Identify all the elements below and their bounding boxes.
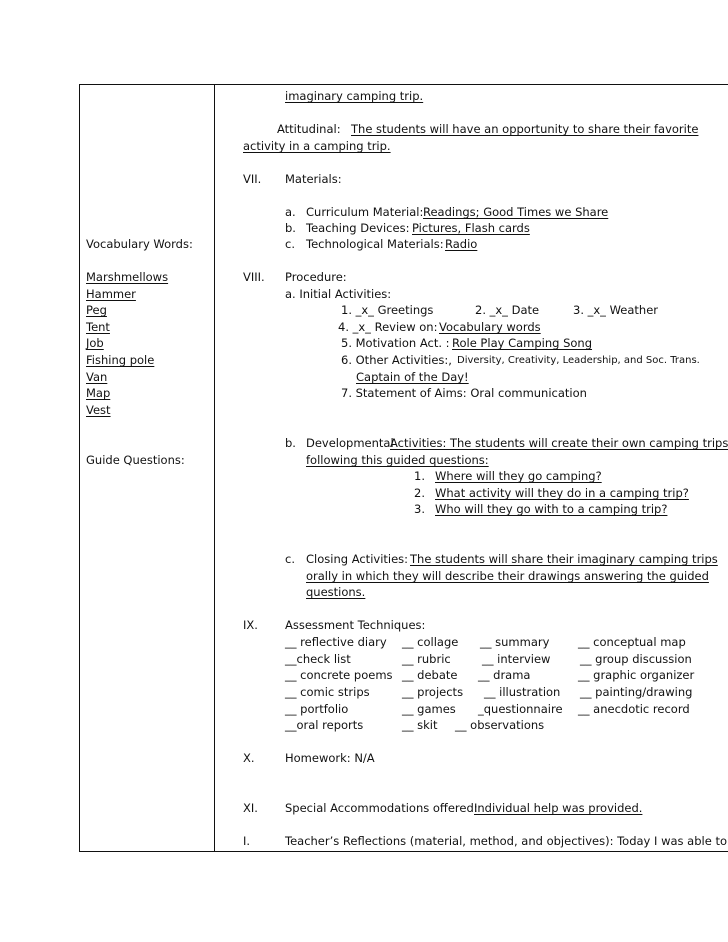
assessment-option: __ comic strips — [285, 685, 370, 699]
procedure-value: Activities: The students will create their own camping trips — [390, 436, 728, 450]
attitudinal-text: The students will have an opportunity to share their favorite — [351, 122, 699, 136]
list-letter: c. — [285, 552, 295, 566]
procedure-label: Closing Activities: — [306, 552, 409, 566]
assessment-option: __ group discussion — [580, 652, 692, 666]
procedure-item: 4. _x_ Review on: — [338, 320, 438, 334]
lesson-plan-table — [79, 84, 728, 852]
list-letter: c. — [285, 237, 295, 251]
vocab-word: Tent — [86, 320, 110, 334]
procedure-value: questions. — [306, 585, 366, 599]
procedure-value: The students will share their imaginary camping trips — [410, 552, 718, 566]
material-value: Radio — [445, 237, 478, 251]
guide-question: Who will they go with to a camping trip? — [435, 502, 668, 516]
column-divider — [214, 84, 215, 852]
procedure-item: 5. Motivation Act. : — [341, 336, 450, 350]
assessment-option: __ debate — [402, 668, 458, 682]
material-value: Readings; Good Times we Share — [423, 205, 609, 219]
attitudinal-label: Attitudinal: — [277, 122, 341, 136]
assessment-option: __ concrete poems — [285, 668, 393, 682]
assessment-option: __ portfolio — [285, 702, 349, 716]
vocab-word: Vest — [86, 403, 111, 417]
vocab-word: Fishing pole — [86, 353, 155, 367]
assessment-option: __ conceptual map — [578, 635, 686, 649]
reflections-text: Teacher’s Reflections (material, method, and objectives): Today I was able to — [285, 834, 727, 848]
assessment-option: _questionnaire — [478, 702, 563, 716]
top-line: imaginary camping trip. — [285, 89, 424, 103]
procedure-value: following this guided questions: — [306, 453, 489, 467]
section-title: Procedure: — [285, 270, 347, 284]
vocab-word: Hammer — [86, 287, 136, 301]
vocab-word: Peg — [86, 303, 107, 317]
vocab-word: Marshmellows — [86, 270, 169, 284]
assessment-option: __ rubric — [402, 652, 451, 666]
procedure-item: 2. _x_ Date — [475, 303, 540, 317]
vocab-word: Map — [86, 386, 111, 400]
procedure-item: 6. Other Activities:, — [341, 353, 452, 367]
vocab-word: Job — [86, 336, 104, 350]
assessment-option: __ graphic organizer — [578, 668, 695, 682]
procedure-item: 7. Statement of Aims: Oral communication — [341, 386, 587, 400]
material-label: Curriculum Material: — [306, 205, 424, 219]
procedure-label: Developmental — [306, 436, 394, 450]
section-number: I. — [243, 834, 251, 848]
section-number: IX. — [243, 618, 258, 632]
assessment-option: __oral reports — [285, 718, 364, 732]
list-letter: b. — [285, 221, 296, 235]
assessment-option: __ illustration — [484, 685, 561, 699]
section-number: X. — [243, 751, 255, 765]
homework-text: Homework: N/A — [285, 751, 375, 765]
assessment-option: __ games — [402, 702, 456, 716]
procedure-note: Diversity, Creativity, Leadership, and Soc. Trans. — [457, 355, 700, 366]
guide-heading: Guide Questions: — [86, 453, 185, 467]
assessment-option: __ painting/drawing — [580, 685, 693, 699]
attitudinal-text-cont: activity in a camping trip. — [243, 139, 391, 153]
accommodations-label: Special Accommodations offered: — [285, 801, 478, 815]
assessment-option: __ summary — [480, 635, 550, 649]
procedure-value: Role Play Camping Song — [452, 336, 593, 350]
procedure-value: Vocabulary words — [439, 320, 541, 334]
material-value: Pictures, Flash cards — [412, 221, 530, 235]
section-title: Materials: — [285, 172, 342, 186]
assessment-option: __ drama — [478, 668, 531, 682]
assessment-option: __ skit — [402, 718, 438, 732]
vocab-heading: Vocabulary Words: — [86, 237, 193, 251]
guide-question: Where will they go camping? — [435, 469, 602, 483]
section-title: Assessment Techniques: — [285, 618, 426, 632]
material-label: Technological Materials: — [306, 237, 444, 251]
question-number: 1. — [414, 469, 425, 483]
material-label: Teaching Devices: — [306, 221, 410, 235]
assessment-option: __ collage — [402, 635, 459, 649]
assessment-option: __check list — [285, 652, 351, 666]
list-letter: a. — [285, 205, 296, 219]
procedure-item: 3. _x_ Weather — [573, 303, 659, 317]
question-number: 3. — [414, 502, 425, 516]
section-number: XI. — [243, 801, 258, 815]
assessment-option: __ interview — [482, 652, 551, 666]
list-letter: b. — [285, 436, 296, 450]
procedure-value: orally in which they will describe their drawings answering the guided — [306, 569, 709, 583]
procedure-item: 1. _x_ Greetings — [341, 303, 434, 317]
question-number: 2. — [414, 486, 425, 500]
procedure-value: Captain of the Day! — [356, 370, 469, 384]
accommodations-value: Individual help was provided. — [474, 801, 643, 815]
assessment-option: __ anecdotic record — [578, 702, 690, 716]
guide-question: What activity will they do in a camping trip? — [435, 486, 689, 500]
assessment-option: __ reflective diary — [285, 635, 387, 649]
assessment-option: __ projects — [402, 685, 464, 699]
procedure-initial: a. Initial Activities: — [285, 287, 392, 301]
section-number: VIII. — [243, 270, 265, 284]
vocab-word: Van — [86, 370, 108, 384]
assessment-option: __ observations — [455, 718, 545, 732]
section-number: VII. — [243, 172, 262, 186]
